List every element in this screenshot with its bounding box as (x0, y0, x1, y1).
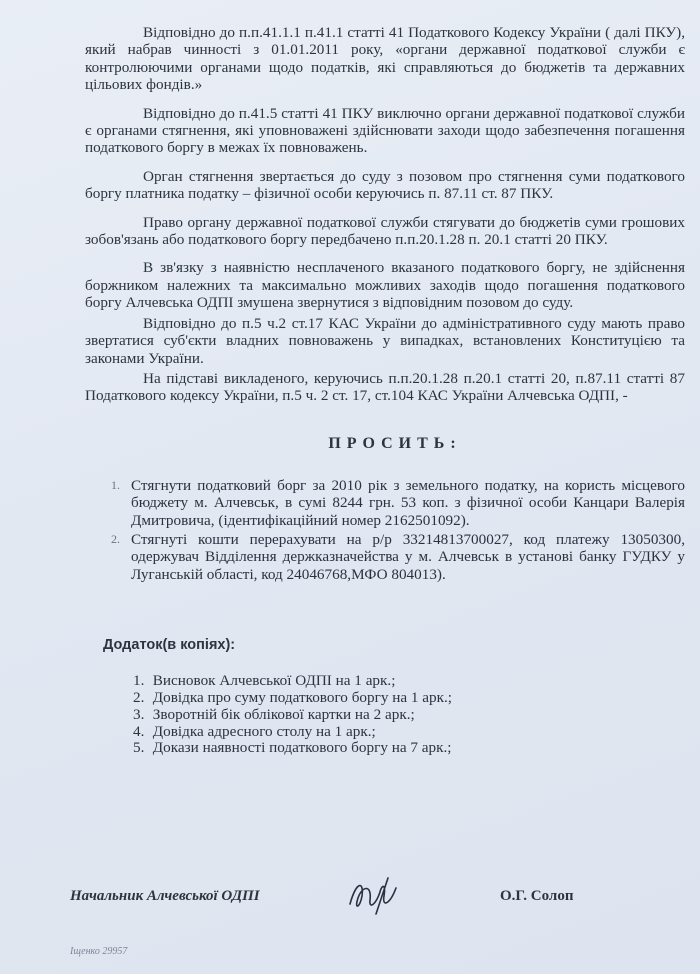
attachment-item-5 (133, 740, 685, 757)
request-number: 2. (111, 531, 120, 546)
attachment-item-3 (133, 707, 685, 724)
attachment-text: Довідка про суму податкового боргу на 1 арк.; (152, 688, 453, 706)
signer-position: Начальник Алчевської ОДПІ (70, 888, 260, 904)
paragraph-2: Відповідно до п.41.5 статті 41 ПКУ виключно органи державної податкової служби є органами стягнення, які уповноважені здійснювати заходи щодо забезпечення погашення податкового боргу в межах їх повноважень. (85, 104, 685, 157)
attachment-text: Зворотній бік облікової картки на 2 арк.; (152, 705, 415, 723)
requests-list (85, 477, 685, 583)
document-title: ПРОСИТЬ: (328, 434, 462, 452)
paragraph-4: Право органу державної податкової служби стягувати до бюджетів суми грошових зобов'язань або податкового боргу передбачено п.п.20.1.28 п. 20.1 статті 20 ПКУ. (85, 213, 685, 249)
attachment-text: Висновок Алчевської ОДПІ на 1 арк.; (152, 672, 396, 690)
attachment-number: 2. (133, 688, 145, 706)
attachment-number: 5. (133, 739, 145, 757)
attachment-item-2 (133, 690, 685, 707)
signer-name: О.Г. Солоп (500, 888, 574, 904)
document-body (85, 24, 685, 757)
attachments-title: Додаток(в копіях): (103, 637, 236, 654)
signature-block (70, 878, 630, 928)
paragraph-7: На підставі викладеного, керуючись п.п.20.1.28 п.20.1 статті 20, п.87.11 статті 87 Податкового кодексу України, п.5 ч. 2 ст. 17, ст.104 КАС України Алчевська ОДПІ, - (85, 369, 685, 405)
attachments-list (85, 673, 685, 757)
request-text: Стягнути податковий борг за 2010 рік з земельного податку, на користь місцевого бюджету м. Алчевськ, в сумі 8244 грн. 53 коп. з фізичної особи Канцари Валерія Дмитровича, (ідентифікаційний номер 2162501092). (131, 476, 685, 529)
request-number: 1. (111, 477, 120, 492)
footer-note: Іщенко 29957 (70, 946, 128, 957)
paragraph-3: Орган стягнення звертається до суду з позовом про стягнення суми податкового боргу платника податку – фізичної особи керуючись п. 87.11 ст. 87 ПКУ. (85, 167, 685, 203)
attachment-number: 4. (133, 722, 145, 740)
attachment-text: Докази наявності податкового боргу на 7 арк.; (152, 739, 452, 757)
request-text: Стягнуті кошти перерахувати на р/р 33214813700027, код платежу 13050300, одержувач Відділення держказначейства у м. Алчевськ в установі банку ГУДКУ у Луганській області, код 24046768,МФО 804013). (131, 530, 685, 583)
request-item-1 (111, 476, 685, 529)
attachment-number: 1. (133, 672, 145, 690)
attachment-item-1 (133, 673, 685, 690)
handwritten-signature (346, 874, 406, 918)
paragraph-6: Відповідно до п.5 ч.2 ст.17 КАС України до адміністративного суду мають право звертатися суб'єкти владних повноважень у випадках, встановлених Конституцією та законами України. (85, 314, 685, 367)
paragraph-1: Відповідно до п.п.41.1.1 п.41.1 статті 41 Податкового Кодексу України ( далі ПКУ), який набрав чинності з 01.01.2011 року, «органи державної податкової служби є контролюючими органами щодо податків, які справляються до бюджетів та державних цільових фондів.» (85, 24, 685, 94)
attachment-number: 3. (133, 705, 145, 723)
request-item-2 (111, 530, 685, 583)
attachment-item-4 (133, 724, 685, 741)
paragraph-5: В зв'язку з наявністю несплаченого вказаного податкового боргу, не здійснення боржником належних та максимально можливих заходів щодо погашення податкового боргу Алчевська ОДПІ змушена звернутися з відповідним позовом до суду. (85, 259, 685, 312)
attachment-text: Довідка адресного столу на 1 арк.; (152, 722, 376, 740)
